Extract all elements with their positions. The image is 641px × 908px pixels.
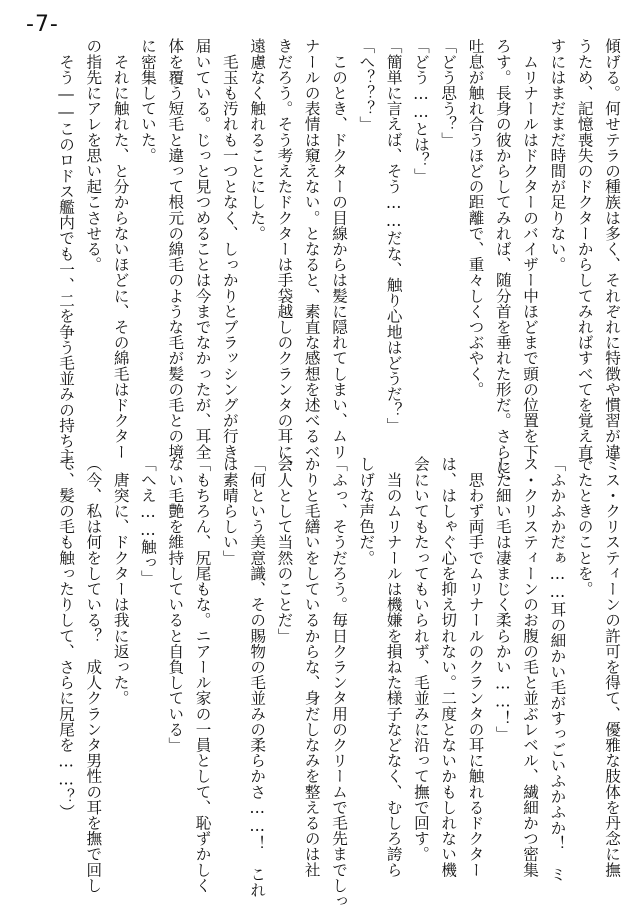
lower-text-line: ない毛艶を維持していると自負している」 xyxy=(166,456,185,753)
lower-text-line: かりと毛繕いをしているからな、身だしなみを整えるのは社 xyxy=(302,456,321,878)
lower-text-line: 「ふっ、そうだろう。毎日クランタ用のクリームで毛先までしっ xyxy=(330,456,349,908)
lower-text-line: 当のムリナールは機嫌を損ねた様子などなく、むしろ誇ら xyxy=(384,456,403,878)
lower-text-line: でたときのことを。 xyxy=(575,456,594,597)
upper-text-line: うため、記憶喪失のドクターからしてみればすべてを覚え直 xyxy=(575,38,594,460)
lower-text-line: 会にいてもたってもいられず、毛並みに沿って撫で回す。 xyxy=(411,456,430,862)
lower-text-line: 唐突に、ドクターは我に返った。 xyxy=(111,456,130,706)
text-block-lower xyxy=(49,456,625,908)
upper-text-line: 吐息が触れ合うほどの距離で、重々しくつぶやく。 xyxy=(466,38,485,397)
lower-text-line: は、はしゃぐ心を抑え切れない。二度とないかもしれない機 xyxy=(439,456,458,878)
upper-text-line: ナールの表情は窺えない。となると、素直な感想を述べるべ xyxy=(302,38,321,460)
lower-text-line: （今、私は何をしている？ 成人クランタ男性の耳を撫で回し xyxy=(84,456,103,893)
lower-text-line: ス・クリスティーンのお腹の毛と並ぶレベル、繊細かつ密集 xyxy=(521,456,540,878)
upper-text-line: きだろう。そう考えたドクターは手袋越しのクランタの耳に、 xyxy=(275,38,294,475)
upper-text-line: このとき、ドクターの目線からは髪に隠れてしまい、ムリ xyxy=(330,38,349,460)
upper-text-line: そう――このロドス艦内でも一、二を争う毛並みの持ち主、 xyxy=(57,38,76,480)
upper-text-line: 届いている。じっと見つめることは今までなかったが、耳全 xyxy=(193,38,212,460)
lower-text-line: した細い毛は凄まじく柔らかい……！」 xyxy=(493,456,512,742)
text-block-upper xyxy=(49,38,625,491)
upper-text-line: ムリナールはドクターのバイザー中ほどまで頭の位置を下 xyxy=(521,38,540,460)
lower-text-line: 「何という美意識、その賜物の毛並みの柔らかさ……！ これ xyxy=(248,456,267,898)
upper-text-line: 「へ？？？」 xyxy=(357,38,376,132)
lower-text-line: ミス・クリスティーンの許可を得て、優雅な肢体を丹念に撫 xyxy=(603,456,621,878)
upper-text-line: すにはまだまだ時間が足りない。 xyxy=(548,38,567,272)
upper-text-line: 傾げる。何せテラの種族は多く、それぞれに特徴や慣習が違 xyxy=(603,38,621,460)
upper-text-line: それに触れた、と分からないほどに、その綿毛はドクター xyxy=(111,38,130,460)
upper-text-line: 遠慮なく触れることにした。 xyxy=(248,38,267,241)
lower-text-line: 「もちろん、尻尾もな。ニアール家の一員として、恥ずかしく xyxy=(193,456,212,893)
lower-text-line: 「へえ……触っ」 xyxy=(138,456,157,586)
lower-text-line: 「ふかふかだぁ……耳の細かい毛がすっごいふかふか！ ミ xyxy=(548,456,567,882)
upper-text-line: 「簡単に言えば、そう……だな、触り心地はどうだ？」 xyxy=(384,38,403,433)
upper-text-line: 「どう……とは？」 xyxy=(411,38,430,184)
upper-text-line: に密集していた。 xyxy=(138,38,157,163)
upper-text-line: 体を覆う短毛と違って根元の綿毛のような毛が髪の毛との境 xyxy=(166,38,185,460)
page-number: -7- xyxy=(26,12,59,37)
lower-text-line: 思わず両手でムリナールのクランタの耳に触れるドクター xyxy=(466,456,485,878)
upper-text-line: の指先にアレを思い起こさせる。 xyxy=(84,38,103,272)
upper-text-line: 毛玉も汚れも一つとなく、しっかりとブラッシングが行き xyxy=(220,38,239,460)
lower-text-line: て、髪の毛も触ったりして、さらに尻尾を……？） xyxy=(57,456,76,820)
upper-text-line: 「どう思う？」 xyxy=(439,38,458,148)
lower-text-line: しげな声色だ。 xyxy=(357,456,376,566)
upper-text-line: ろす。長身の彼からしてみれば、随分首を垂れた形だ。さらに、 xyxy=(493,38,512,491)
lower-text-line: 会人として当然のことだ」 xyxy=(275,456,294,644)
lower-text-line: は素晴らしい」 xyxy=(220,456,239,566)
